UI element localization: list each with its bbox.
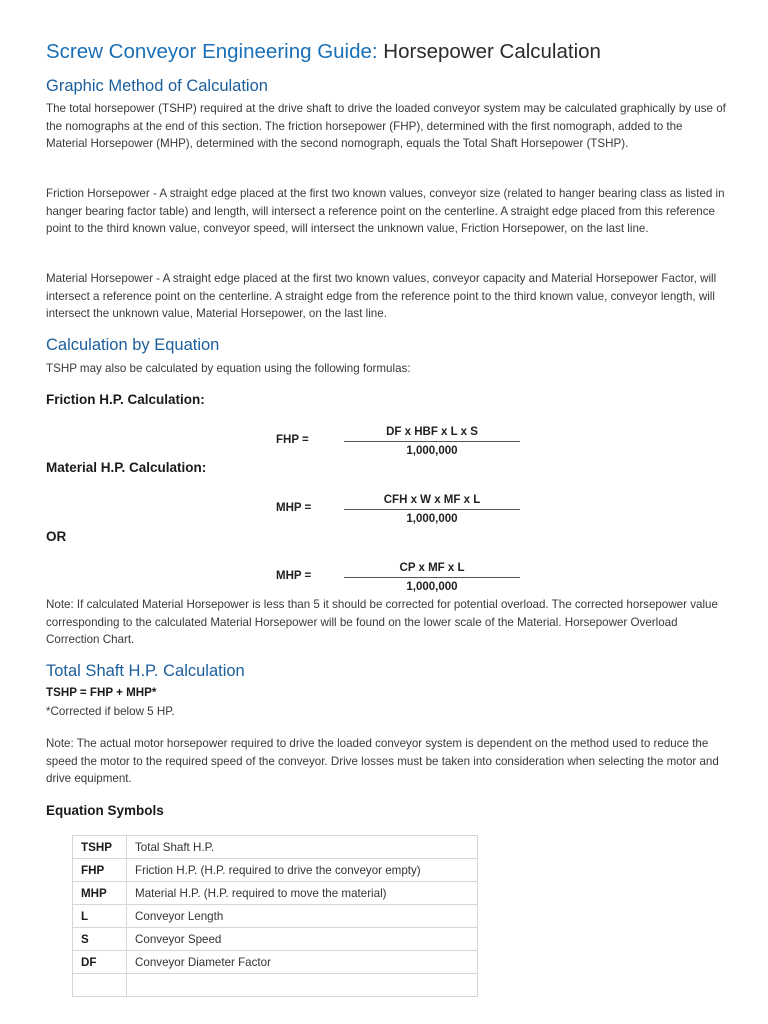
tshp-footnote: *Corrected if below 5 HP. — [46, 705, 175, 718]
or-label: OR — [46, 529, 67, 544]
equation-intro: TSHP may also be calculated by equation using the following formulas: — [46, 362, 411, 375]
mhp1-label: MHP = — [276, 502, 312, 514]
symbol-key: FHP — [73, 859, 127, 882]
equation-heading: Calculation by Equation — [46, 336, 220, 354]
total-shaft-heading: Total Shaft H.P. Calculation — [46, 662, 245, 680]
symbol-key: DF — [73, 951, 127, 974]
table-row — [73, 974, 478, 997]
symbol-key: TSHP — [73, 836, 127, 859]
fhp-fraction — [344, 423, 520, 460]
graphic-method-heading: Graphic Method of Calculation — [46, 77, 268, 95]
symbol-key: MHP — [73, 882, 127, 905]
symbol-description — [127, 974, 478, 997]
symbol-key: S — [73, 928, 127, 951]
symbol-description: Total Shaft H.P. — [127, 836, 478, 859]
fhp-label: FHP = — [276, 434, 309, 446]
title-prefix: Screw Conveyor Engineering Guide: — [46, 40, 378, 63]
symbol-key: L — [73, 905, 127, 928]
symbol-key — [73, 974, 127, 997]
table-row — [73, 928, 478, 951]
mhp2-label: MHP = — [276, 570, 312, 582]
graphic-paragraph-1: The total horsepower (TSHP) required at the drive shaft to drive the loaded conveyor system may be calculated graphically by use of the nomographs at the end of this section. The friction horsepower (FHP), determined with the first nomograph, added to the Material Horsepower (MHP), determined with the second nomograph, equals the Total Shaft Horsepower (TSHP). — [46, 102, 726, 151]
mhp1-denominator: 1,000,000 — [406, 513, 458, 525]
symbols-table — [72, 835, 478, 997]
mhp1-fraction — [344, 491, 520, 528]
symbol-description: Material H.P. (H.P. required to move the material) — [127, 882, 478, 905]
symbol-description: Conveyor Length — [127, 905, 478, 928]
overload-note: Note: If calculated Material Horsepower is less than 5 it should be corrected for potential overload. The corrected horsepower value corresponding to the calculated Material Horsepower will be found on the lower scale of the Material. Horsepower Overload Correction Chart. — [46, 598, 718, 647]
graphic-paragraph-3: Material Horsepower - A straight edge placed at the first two known values, conveyor capacity and Material Horsepower Factor, will intersect a reference point on the centerline. A straight edge from the reference point to the third known value, conveyor length, will intersect the unknown value, Material Horsepower, on the last line. — [46, 272, 717, 321]
table-row — [73, 859, 478, 882]
symbol-description: Conveyor Diameter Factor — [127, 951, 478, 974]
graphic-paragraph-2: Friction Horsepower - A straight edge placed at the first two known values, conveyor size (related to hanger bearing class as listed in hanger bearing factor table) and length, will intersect a reference point on the centerline. A straight edge placed from this reference point to the third known value, conveyor speed, will intersect the unknown value, Friction Horsepower, on the last line. — [46, 187, 725, 236]
table-row — [73, 882, 478, 905]
mhp2-fraction — [344, 559, 520, 596]
table-row — [73, 951, 478, 974]
symbol-description: Conveyor Speed — [127, 928, 478, 951]
mhp1-numerator: CFH x W x MF x L — [344, 491, 520, 510]
fhp-numerator: DF x HBF x L x S — [344, 423, 520, 442]
table-row — [73, 905, 478, 928]
motor-note: Note: The actual motor horsepower required to drive the loaded conveyor system is dependent on the method used to reduce the speed the motor to the required speed of the conveyor. Drive losses must be taken into consideration when selecting the motor and drive equipment. — [46, 737, 719, 786]
page-title — [46, 40, 601, 64]
fhp-denominator: 1,000,000 — [406, 445, 458, 457]
symbol-description: Friction H.P. (H.P. required to drive the conveyor empty) — [127, 859, 478, 882]
mhp2-denominator: 1,000,000 — [406, 581, 458, 593]
tshp-formula: TSHP = FHP + MHP* — [46, 686, 157, 699]
symbols-heading: Equation Symbols — [46, 803, 164, 818]
material-heading: Material H.P. Calculation: — [46, 460, 207, 475]
title-main: Horsepower Calculation — [383, 40, 601, 63]
mhp2-numerator: CP x MF x L — [344, 559, 520, 578]
friction-heading: Friction H.P. Calculation: — [46, 392, 205, 407]
table-row — [73, 836, 478, 859]
